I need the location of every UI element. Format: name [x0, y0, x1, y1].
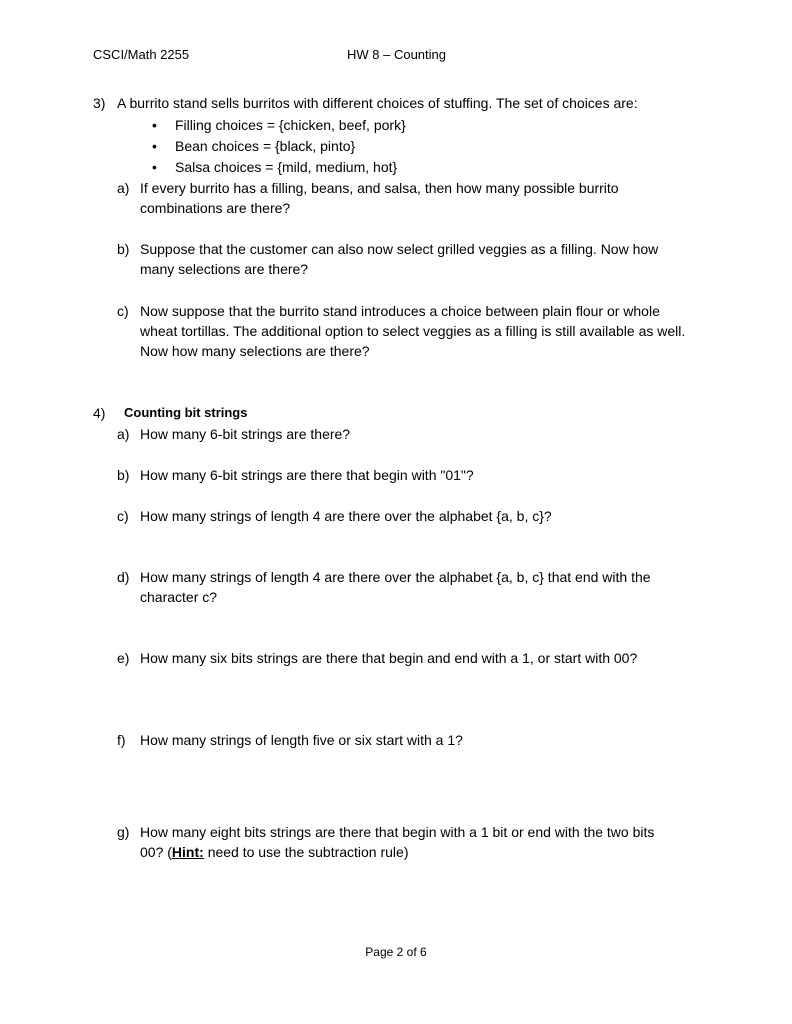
q4a-label: a)	[117, 426, 130, 442]
course-name: CSCI/Math 2255	[93, 47, 190, 62]
q4a-line: How many 6-bit strings are there?	[140, 426, 351, 442]
q4b-text	[140, 465, 710, 485]
q4e-label: e)	[117, 650, 130, 666]
assignment-title: HW 8 – Counting	[347, 47, 446, 62]
filling-choices: Filling choices = {chicken, beef, pork}	[175, 117, 406, 133]
q3b-line: Suppose that the customer can also now select grilled veggies as a filling. Now how	[140, 241, 659, 257]
q4d-line: character c?	[140, 589, 218, 605]
bullet-dot: •	[152, 159, 157, 175]
page-number: Page 2 of 6	[365, 945, 427, 959]
q4g-line: How many eight bits strings are there that begin with a 1 bit or end with the two bits	[140, 824, 655, 840]
q3c-text	[140, 301, 720, 361]
q4g-line	[140, 842, 710, 862]
q4d-text	[140, 567, 710, 607]
q4d-label: d)	[117, 569, 130, 585]
q3a-line: If every burrito has a filling, beans, and salsa, then how many possible burrito	[140, 180, 619, 196]
bullet-dot: •	[152, 117, 157, 133]
question-4-number: 4)	[93, 405, 106, 421]
salsa-choices: Salsa choices = {mild, medium, hot}	[175, 159, 398, 175]
bullet-dot: •	[152, 138, 157, 154]
q3c-line: Now how many selections are there?	[140, 343, 370, 359]
q3b-line: many selections are there?	[140, 261, 309, 277]
q3a-label: a)	[117, 180, 130, 196]
q3c-line: Now suppose that the burrito stand introduces a choice between plain flour or whole	[140, 303, 660, 319]
q4e-text	[140, 648, 710, 668]
q4f-text	[140, 730, 710, 750]
question-3-intro: A burrito stand sells burritos with different choices of stuffing. The set of choices are:	[117, 95, 638, 111]
q4f-line: How many strings of length five or six start with a 1?	[140, 732, 463, 748]
question-4-title: Counting bit strings	[124, 405, 248, 420]
q3a-text	[140, 178, 710, 218]
q3b-label: b)	[117, 241, 130, 257]
q4e-line: How many six bits strings are there that begin and end with a 1, or start with 00?	[140, 650, 638, 666]
q4g-label: g)	[117, 824, 130, 840]
q4b-label: b)	[117, 467, 130, 483]
q4g-line2-post: need to use the subtraction rule)	[203, 844, 409, 860]
hint-label: Hint:	[171, 844, 204, 860]
q4c-text	[140, 506, 710, 526]
q4b-line: How many 6-bit strings are there that begin with "01"?	[140, 467, 474, 483]
q3a-line: combinations are there?	[140, 200, 291, 216]
q4c-line: How many strings of length 4 are there over the alphabet {a, b, c}?	[140, 508, 552, 524]
q4g-text	[140, 822, 710, 862]
q3c-label: c)	[117, 303, 129, 319]
q3c-line: wheat tortillas. The additional option to select veggies as a filling is still available as well.	[140, 323, 686, 339]
q4g-line2-pre: 00? (	[140, 844, 172, 860]
q3b-text	[140, 239, 710, 279]
q4a-text	[140, 424, 710, 444]
q4d-line: How many strings of length 4 are there over the alphabet {a, b, c} that end with the	[140, 569, 651, 585]
bean-choices: Bean choices = {black, pinto}	[175, 138, 356, 154]
q4f-label: f)	[117, 732, 126, 748]
question-3-number: 3)	[93, 95, 106, 111]
q4c-label: c)	[117, 508, 129, 524]
